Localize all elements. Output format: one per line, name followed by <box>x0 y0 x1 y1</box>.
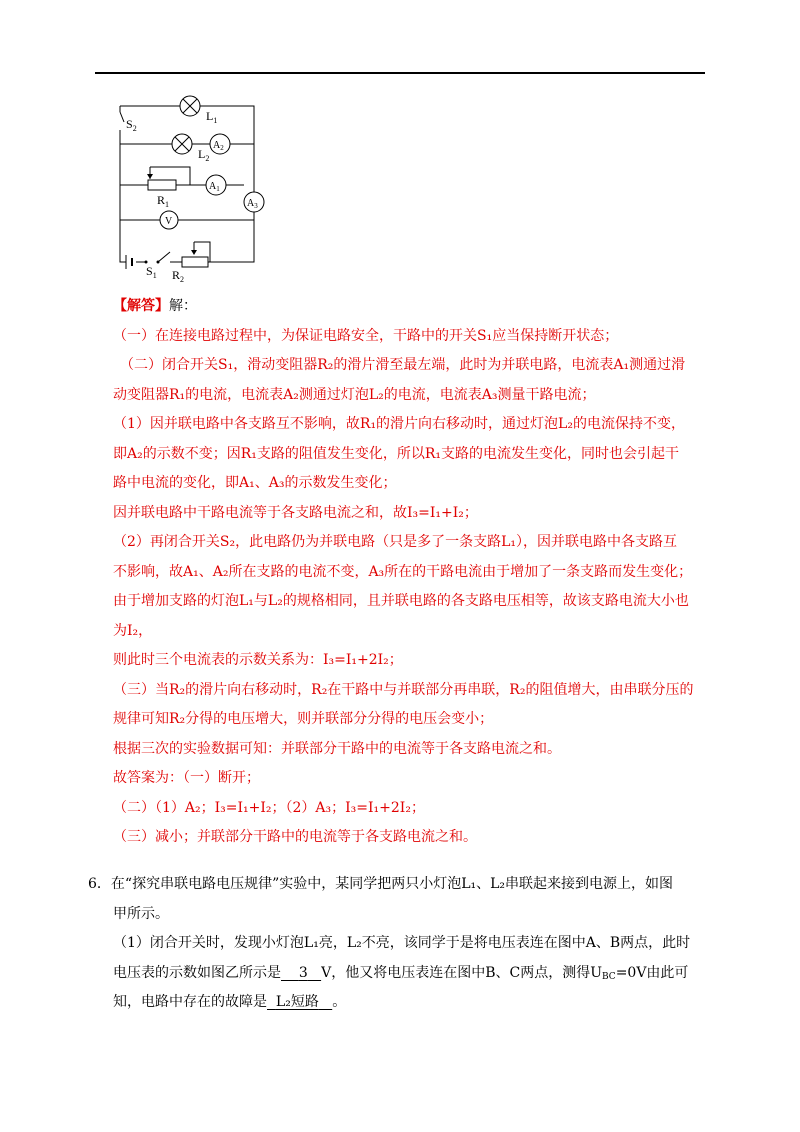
r1-arrow-icon <box>147 174 153 179</box>
answer-p4e: 则此时三个电流表的示数关系为：I₃=I₁+2I₂； <box>113 652 403 668</box>
battery-icon <box>126 255 132 269</box>
answer-section <box>113 292 713 853</box>
q6-l4-pre: 电压表的示数如图乙所示是 <box>113 964 281 981</box>
lamp-l2 <box>172 134 192 154</box>
q6-l4-end: =0V由此可 <box>615 964 689 981</box>
wire-left <box>120 106 124 227</box>
answer-p4d: 为I₂， <box>113 622 153 639</box>
answer-p2b: 动变阻器R₁的电流，电流表A₂测通过灯泡L₂的电流，电流表A₃测量干路电流； <box>113 386 596 403</box>
header-rule <box>95 72 705 74</box>
q6-l5-end: 。 <box>332 994 347 1010</box>
q6-line-1: 6．在“探究串联电路电压规律”实验中，某同学把两只小灯泡L₁、L₂串联起来接到电源上，如图 <box>88 876 674 892</box>
resistor-r2 <box>182 257 208 267</box>
q6-l4-sub: BC <box>602 971 616 982</box>
r2-arrow-icon <box>191 250 197 255</box>
answer-p7: （二）（1）A₂；I₃=I₁+I₂；（2）A₃；I₃=I₁+2I₂； <box>113 799 425 816</box>
resistor-r1 <box>148 180 176 190</box>
q6-line-2: 甲所示。 <box>113 905 169 922</box>
answer-heading: 【解答】 <box>113 298 169 314</box>
answer-p5b: 规律可知R₂分得的电压增大，则并联部分分得的电压会变小； <box>113 711 494 727</box>
q6-l4-post: V，他又将电压表连在图中B、C两点，测得U <box>321 964 603 981</box>
q6-line-5 <box>88 988 708 1018</box>
label-s1: $S_1$ <box>146 264 157 280</box>
answer-p5c: 根据三次的实验数据可知：并联部分干路中的电流等于各支路电流之和。 <box>113 740 561 757</box>
label-s2: $S_2$ <box>126 117 137 133</box>
answer-p3d: 因并联电路中干路电流等于各支路电流之和，故I₃=I₁+I₂； <box>113 504 478 521</box>
answer-p5a: （三）当R₂的滑片向右移动时，R₂在干路中与并联部分再串联，R₂的阻值增大，由串联分压的 <box>113 681 694 698</box>
label-v: V <box>165 216 173 227</box>
answer-p3a: （1）因并联电路中各支路互不影响，故R₁的滑片向右移动时，通过灯泡L₂的电流保持不变， <box>113 416 685 432</box>
wire-v-branch <box>120 212 254 220</box>
answer-p8: （三）减小；并联部分干路中的电流等于各支路电流之和。 <box>113 829 477 845</box>
answer-p3c: 路中电流的变化，即A₁、A₃的示数发生变化； <box>113 475 397 491</box>
answer-p4c: 由于增加支路的灯泡L₁与L₂的规格相同，且并联电路的各支路电压相等，故该支路电流大小也 <box>113 593 689 609</box>
lamp-l1 <box>180 96 200 116</box>
answer-p2a: （二）闭合开关S₁，滑动变阻器R₂的滑片滑至最左端，此时为并联电路，电流表A₁测通过滑 <box>120 357 686 373</box>
label-a1: $A_1$ <box>209 181 220 193</box>
wire-l1-branch <box>120 106 254 202</box>
answer-heading-line <box>113 292 713 322</box>
label-r2: $R_2$ <box>172 268 185 282</box>
label-a2: $A_2$ <box>213 140 224 152</box>
q6-line-3: （1）闭合开关时，发现小灯泡L₁亮，L₂不亮，该同学于是将电压表连在图中A、B两点，此时 <box>113 935 691 951</box>
answer-heading-rest: 解： <box>169 298 197 314</box>
answer-p4a: （2）再闭合开关S₂，此电路仍为并联电路（只是多了一条支路L₁），因并联电路中各支路互 <box>113 534 678 550</box>
circuit-diagram <box>110 92 270 282</box>
answer-p1: （一）在连接电路过程中，为保证电路安全，干路中的开关S₁应当保持断开状态； <box>113 327 619 344</box>
q6-answer-blank-1: 3 <box>298 964 308 981</box>
q6-answer-blank-2: L₂短路 <box>275 994 319 1010</box>
question-6 <box>88 870 708 1018</box>
q6-line-4 <box>88 959 708 989</box>
q6-l5-pre: 知，电路中存在的故障是 <box>113 994 267 1010</box>
label-a3: $A_3$ <box>247 198 258 210</box>
answer-p6: 故答案为：（一）断开； <box>113 770 260 786</box>
label-l1: $L_1$ <box>206 109 218 125</box>
label-l2: $L_2$ <box>198 147 210 163</box>
label-r1: $R_1$ <box>157 193 170 209</box>
answer-p4b: 不影响，故A₁、A₂所在支路的电流不变，A₃所在的干路电流由于增加了一条支路而发生变化； <box>113 563 693 580</box>
answer-p3b: 即A₂的示数不变；因R₁支路的阻值发生变化，所以R₁支路的电流发生变化，同时也会引起干 <box>113 445 680 462</box>
wire-bottom <box>120 220 254 262</box>
